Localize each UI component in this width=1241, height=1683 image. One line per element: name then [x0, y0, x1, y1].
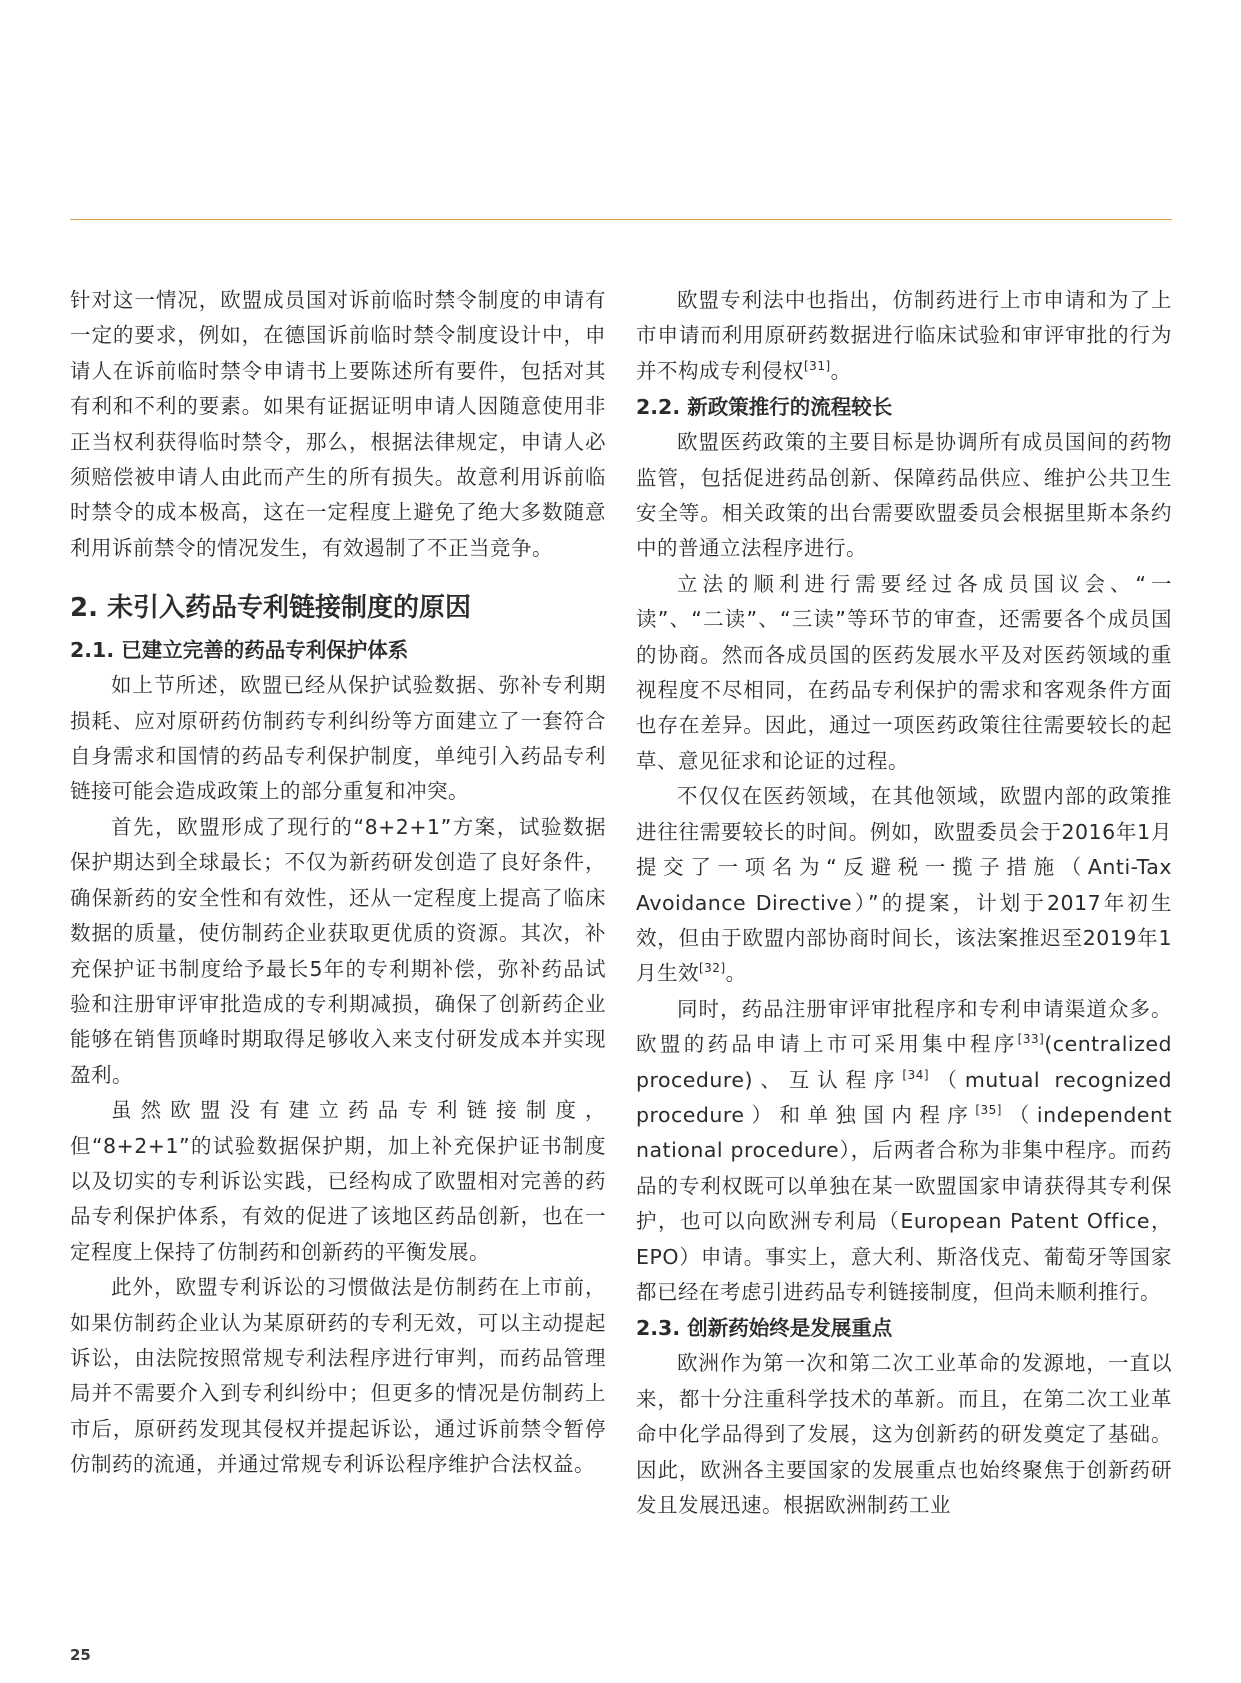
footnote-ref: [32]	[699, 961, 726, 976]
paragraph: 针对这一情况，欧盟成员国对诉前临时禁令制度的申请有一定的要求，例如，在德国诉前临时禁令制度设计中，申请人在诉前临时禁令申请书上要陈述所有要件，包括对其有利和不利的要素。如果有证据证明申请人因随意使用非正当权利获得临时禁令，那么，根据法律规定，申请人必须赔偿被申请人由此而产生的所有损失。故意利用诉前临时禁令的成本极高，这在一定程度上避免了绝大多数随意利用诉前禁令的情况发生，有效遏制了不正当竞争。	[70, 288, 606, 560]
text: 。	[830, 358, 852, 383]
right-column	[636, 283, 1172, 1523]
paragraph: 立法的顺利进行需要经过各成员国议会、“一读”、“二读”、“三读”等环节的审查，还需要各个成员国的协商。然而各成员国的医药发展水平及对医药领域的重视程度不尽相同，在药品专利保护的需求和客观条件方面也存在差异。因此，通过一项医药政策往往需要较长的起草、意见征求和论证的过程。	[636, 571, 1172, 773]
footnote-ref: [35]	[975, 1103, 1002, 1118]
footnote-ref: [33]	[1017, 1032, 1045, 1047]
footnote-ref: [34]	[902, 1067, 930, 1082]
section-heading: 2. 未引入药品专利链接制度的原因	[70, 593, 472, 624]
text: （mutual recognized procedure）和单独国内程序	[636, 1067, 1172, 1127]
text: 欧盟专利法中也指出，仿制药进行上市申请和为了上市申请而利用原研药数据进行临床试验和审评审批的行为并不构成专利侵权	[636, 288, 1172, 383]
left-column	[70, 283, 606, 1483]
paragraph: 欧盟医药政策的主要目标是协调所有成员国间的药物监管，包括促进药品创新、保障药品供应、维护公共卫生安全等。相关政策的出台需要欧盟委员会根据里斯本条约中的普通立法程序进行。	[636, 430, 1172, 561]
text: (centralized procedure)、互认程序	[636, 1032, 1172, 1092]
paragraph: 虽然欧盟没有建立药品专利链接制度，但“8+2+1”的试验数据保护期，加上补充保护证书制度以及切实的专利诉讼实践，已经构成了欧盟相对完善的药品专利保护体系，有效的促进了该地区药品创新，也在一定程度上保持了仿制药和创新药的平衡发展。	[70, 1098, 606, 1264]
page-number: 25	[70, 1646, 91, 1664]
footnote-ref: [31]	[804, 358, 831, 373]
paragraph: 此外，欧盟专利诉讼的习惯做法是仿制药在上市前，如果仿制药企业认为某原研药的专利无效，可以主动提起诉讼，由法院按照常规专利法程序进行审判，而药品管理局并不需要介入到专利纠纷中；但更多的情况是仿制药上市后，原研药发现其侵权并提起诉讼，通过诉前禁令暂停仿制药的流通，并通过常规专利诉讼程序维护合法权益。	[70, 1275, 606, 1477]
text: 同时，药品注册审评审批程序和专利申请渠道众多。欧盟的药品申请上市可采用集中程序	[636, 996, 1172, 1057]
paragraph: 欧洲作为第一次和第二次工业革命的发源地，一直以来，都十分注重科学技术的革新。而且，在第二次工业革命中化学品得到了发展，这为创新药的研发奠定了基础。因此，欧洲各主要国家的发展重点也始终聚焦于创新药研发且发展迅速。根据欧洲制药工业	[636, 1351, 1172, 1517]
text: （independent national procedure），后两者合称为非集中程序。而药品的专利权既可以单独在某一欧盟国家申请获得其专利保护，也可以向欧洲专利局（European Patent Office，EPO）申请。事实上，意大利、斯洛伐克、葡萄牙等国家都已经在考虑引进药品专利链接制度，但尚未顺利推行。	[636, 1102, 1172, 1304]
subsection-heading: 2.2. 新政策推行的流程较长	[636, 395, 893, 420]
header-rule	[70, 219, 1172, 220]
paragraph	[636, 779, 1172, 991]
subsection-heading: 2.3. 创新药始终是发展重点	[636, 1316, 893, 1341]
text: 不仅仅在医药领域，在其他领域，欧盟内部的政策推进往往需要较长的时间。例如，欧盟委员会于2016年1月提交了一项名为“反避税一揽子措施（Anti-Tax Avoidance Directive）”的提案，计划于2017年初生效，但由于欧盟内部协商时间长，该法案推迟至2019年1月生效	[636, 784, 1172, 986]
paragraph	[636, 283, 1172, 389]
text: 。	[725, 961, 747, 986]
subsection-heading: 2.1. 已建立完善的药品专利保护体系	[70, 638, 409, 663]
paragraph: 如上节所述，欧盟已经从保护试验数据、弥补专利期损耗、应对原研药仿制药专利纠纷等方面建立了一套符合自身需求和国情的药品专利保护制度，单纯引入药品专利链接可能会造成政策上的部分重复和冲突。	[70, 673, 606, 804]
paragraph	[636, 992, 1172, 1311]
paragraph: 首先，欧盟形成了现行的“8+2+1”方案，试验数据保护期达到全球最长；不仅为新药研发创造了良好条件，确保新药的安全性和有效性，还从一定程度上提高了临床数据的质量，使仿制药企业获取更优质的资源。其次，补充保护证书制度给予最长5年的专利期补偿，弥补药品试验和注册审评审批造成的专利期减损，确保了创新药企业能够在销售顶峰时期取得足够收入来支付研发成本并实现盈利。	[70, 814, 606, 1087]
